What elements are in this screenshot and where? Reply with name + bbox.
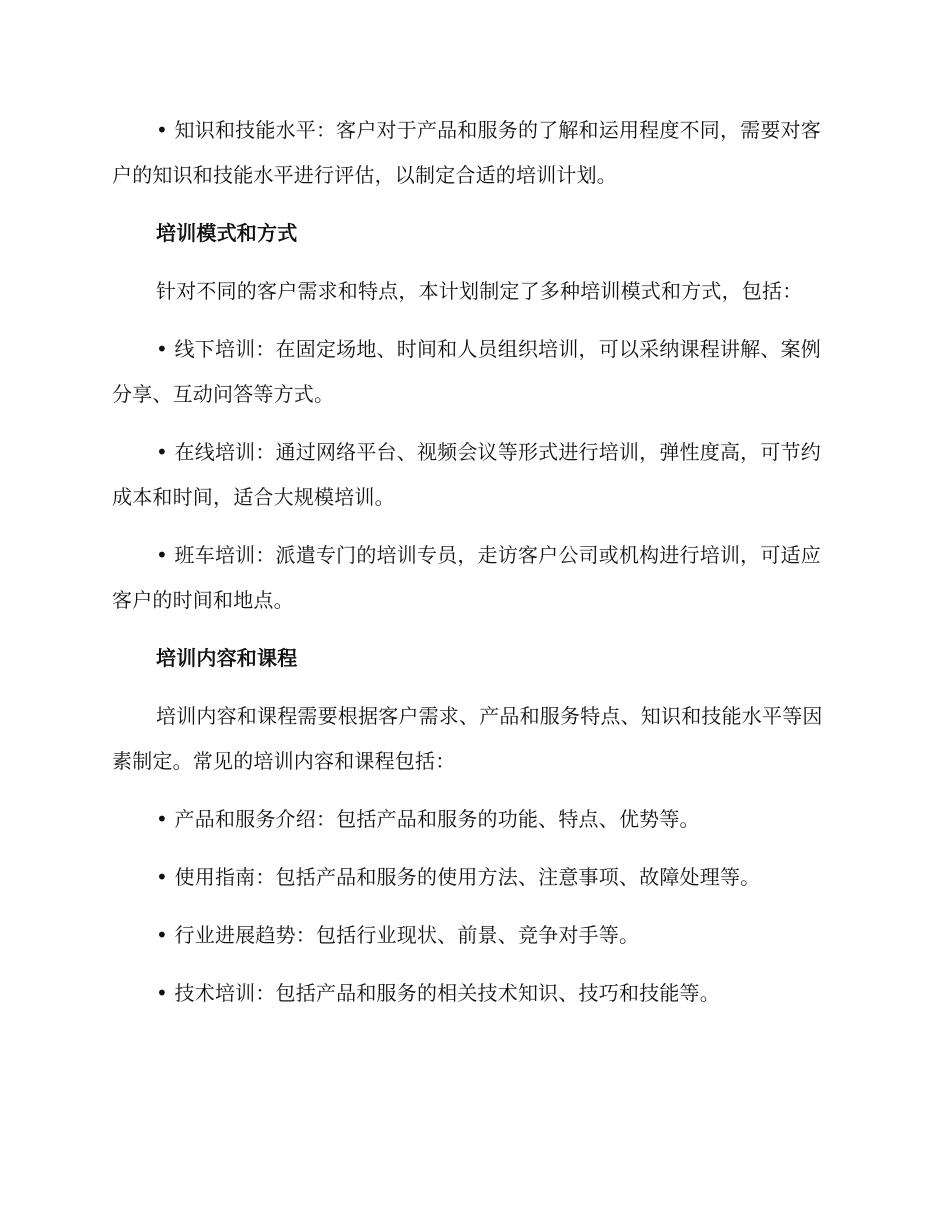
bullet-usage-guide: • 使用指南：包括产品和服务的使用方法、注意事项、故障处理等。 — [156, 865, 761, 889]
section-heading-training-content: 培训内容和课程 — [156, 646, 298, 670]
bullet-offline-training: • 线下培训：在固定场地、时间和人员组织培训，可以采纳课程讲解、案例分享、互动问答等方式。 — [112, 337, 821, 406]
bullet-technical-training: • 技术培训：包括产品和服务的相关技术知识、技巧和技能等。 — [156, 981, 720, 1005]
bullet-knowledge-skill-level: • 知识和技能水平：客户对于产品和服务的了解和运用程度不同，需要对客户的知识和技能水平进行评估，以制定合适的培训计划。 — [112, 118, 821, 187]
training-content-intro: 培训内容和课程需要根据客户需求、产品和服务特点、知识和技能水平等因素制定。常见的培训内容和课程包括： — [112, 704, 823, 773]
bullet-product-service-intro: • 产品和服务介绍：包括产品和服务的功能、特点、优势等。 — [156, 807, 700, 831]
training-modes-intro: 针对不同的客户需求和特点，本计划制定了多种培训模式和方式，包括： — [156, 279, 803, 303]
document-body — [112, 108, 832, 1029]
bullet-industry-trends: • 行业进展趋势：包括行业现状、前景、竞争对手等。 — [156, 923, 640, 947]
bullet-online-training: • 在线培训：通过网络平台、视频会议等形式进行培训，弹性度高，可节约成本和时间，适合大规模培训。 — [112, 440, 821, 509]
section-heading-training-modes: 培训模式和方式 — [156, 221, 298, 245]
bullet-shuttle-training: • 班车培训：派遣专门的培训专员，走访客户公司或机构进行培训，可适应客户的时间和地点。 — [112, 543, 821, 612]
